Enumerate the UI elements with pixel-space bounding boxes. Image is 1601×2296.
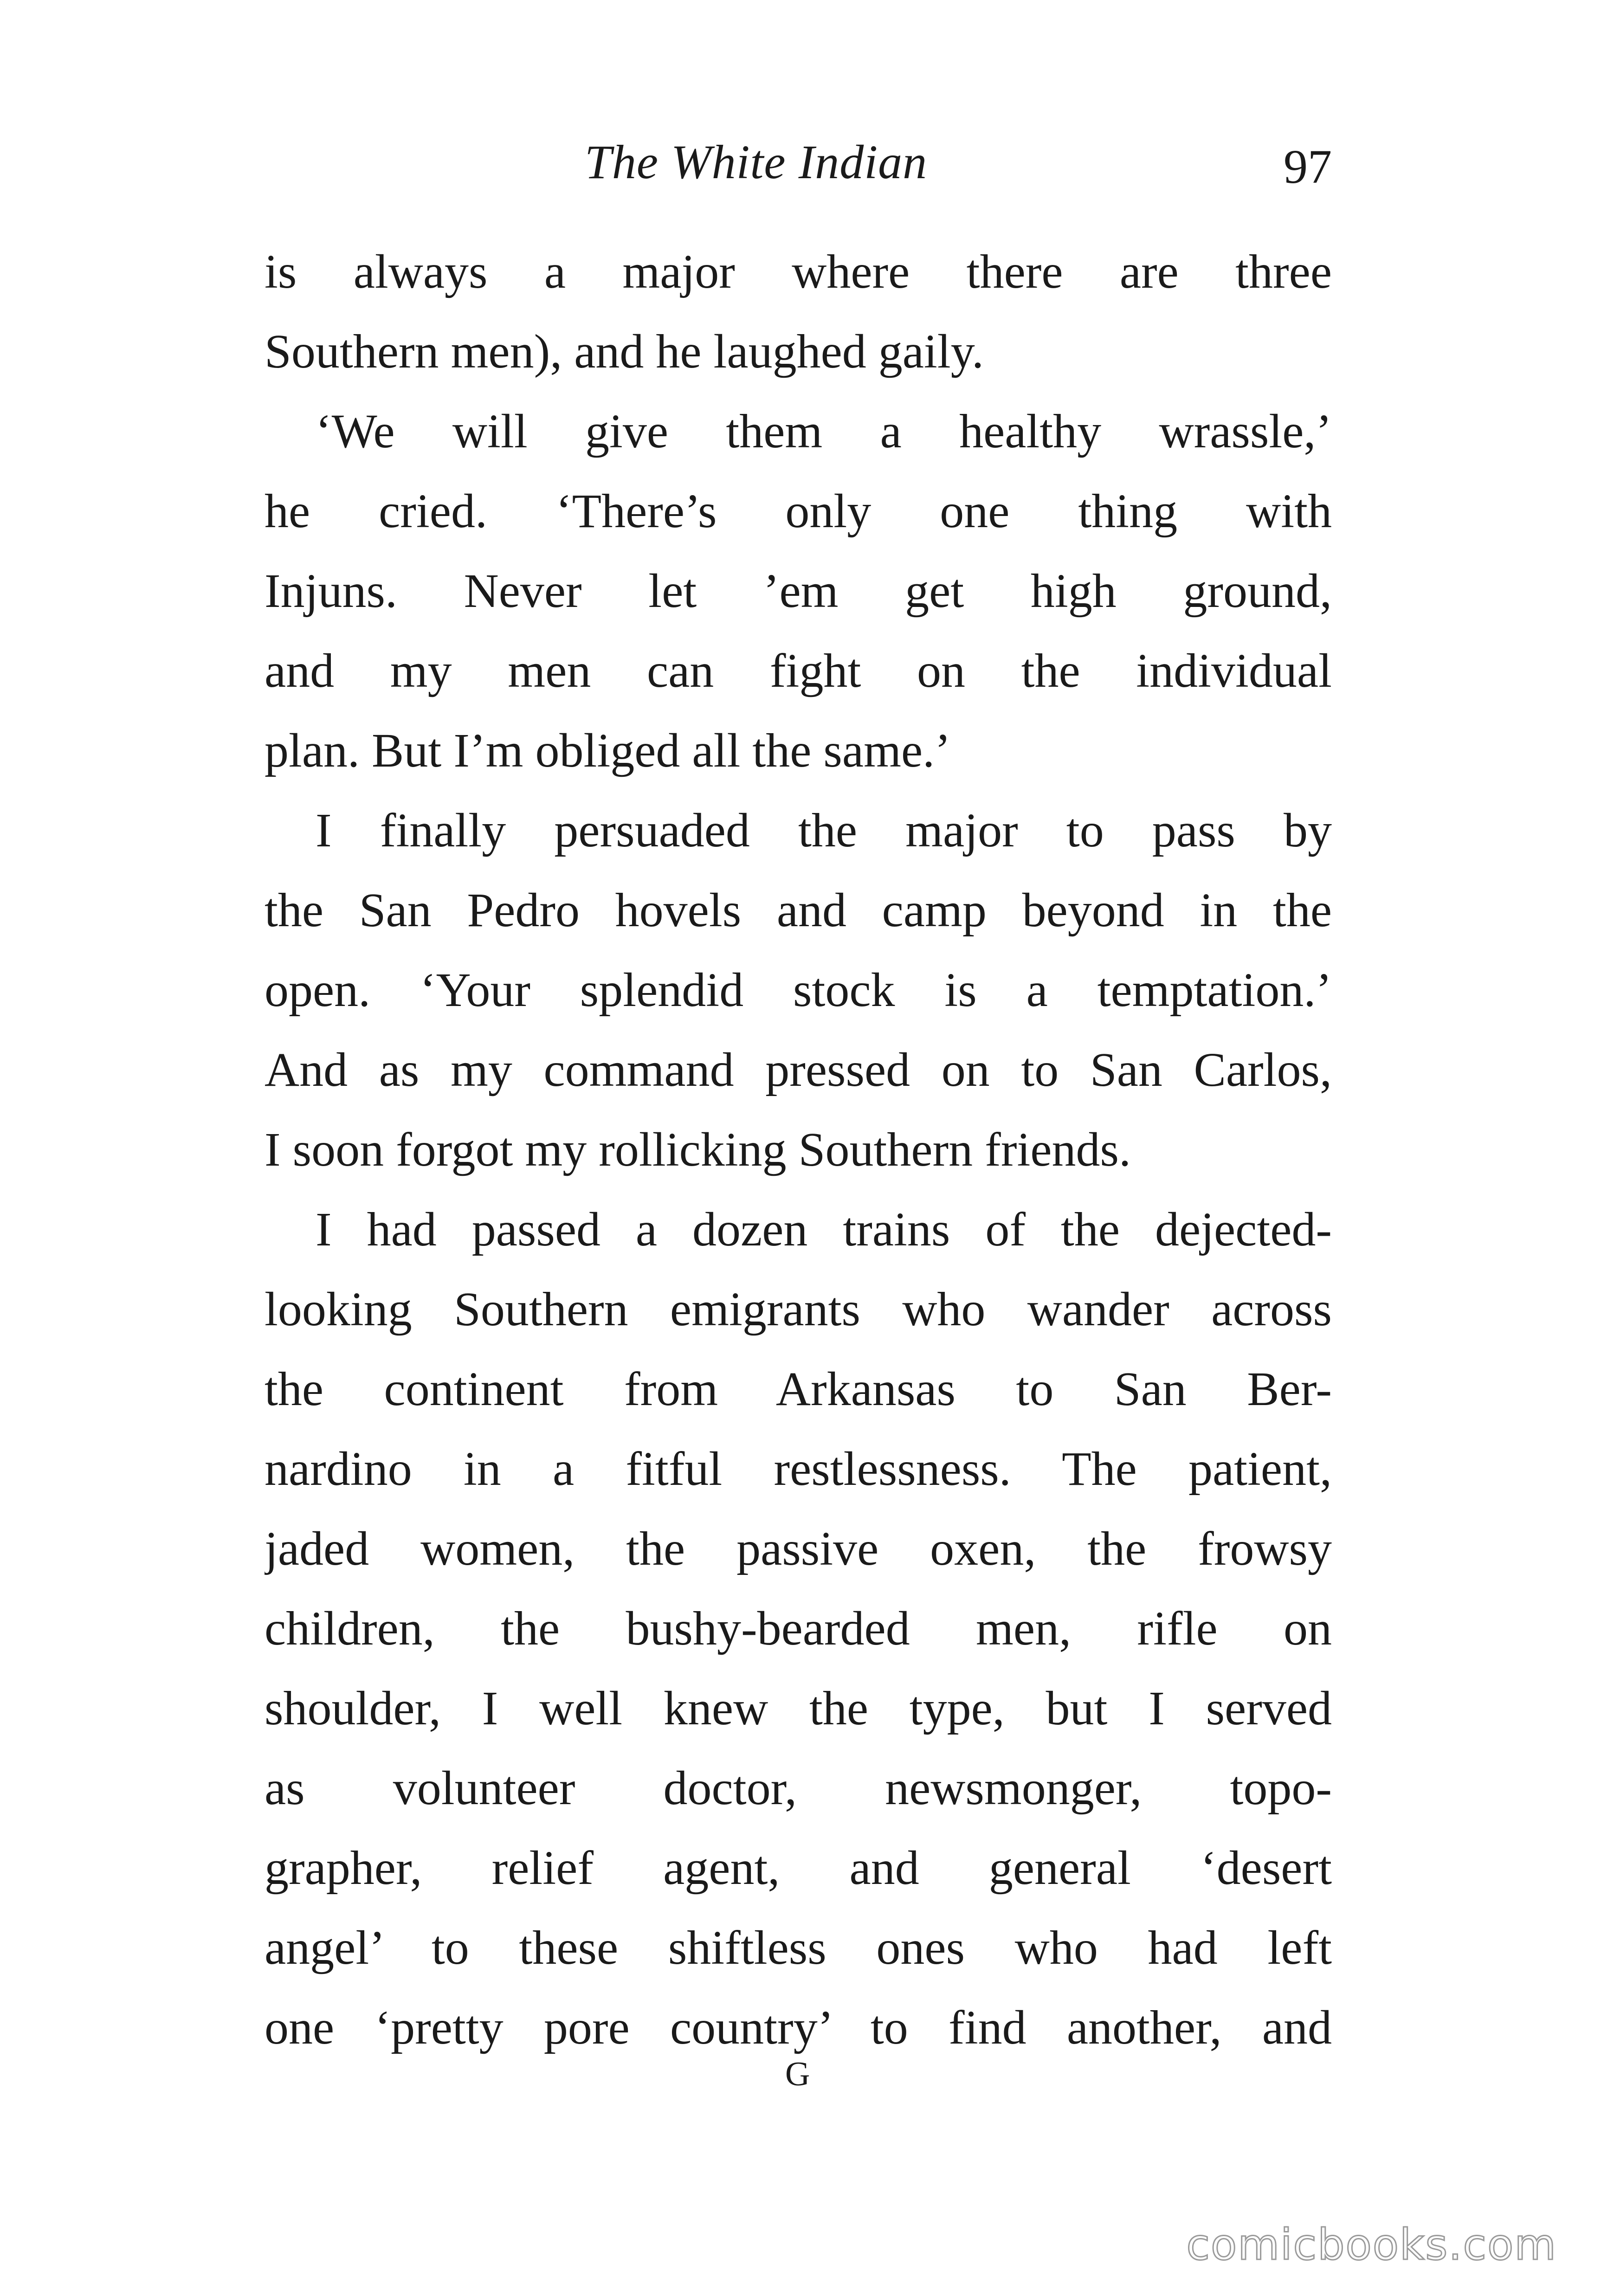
text-line: Injuns. Never let ’em get high ground,: [265, 564, 1332, 618]
text-line: nardino in a fitful restlessness. The patient,: [265, 1442, 1332, 1496]
text-line: plan. But I’m obliged all the same.’: [265, 724, 951, 777]
text-line: open. ‘Your splendid stock is a temptation.’: [265, 963, 1332, 1017]
watermark-logo: comicbooks.com: [1186, 2220, 1557, 2270]
page-number: 97: [1284, 140, 1332, 193]
running-title: The White Indian: [585, 135, 928, 189]
text-line: I had passed a dozen trains of the dejected-: [316, 1203, 1332, 1256]
text-line: Southern men), and he laughed gaily.: [265, 325, 984, 378]
text-line: looking Southern emigrants who wander across: [265, 1283, 1332, 1336]
text-line: one ‘pretty pore country’ to find another, and: [265, 2001, 1332, 2054]
body-text: [265, 232, 1332, 2068]
text-line: And as my command pressed on to San Carlos,: [265, 1043, 1332, 1096]
text-line: as volunteer doctor, newsmonger, topo-: [265, 1761, 1332, 1815]
text-line: grapher, relief agent, and general ‘desert: [265, 1841, 1332, 1895]
text-line: angel’ to these shiftless ones who had left: [265, 1921, 1332, 1974]
text-line: he cried. ‘There’s only one thing with: [265, 484, 1332, 538]
text-line: I soon forgot my rollicking Southern friends.: [265, 1123, 1131, 1176]
text-line: and my men can fight on the individual: [265, 644, 1332, 697]
text-line: the San Pedro hovels and camp beyond in the: [265, 884, 1332, 937]
text-line: shoulder, I well knew the type, but I served: [265, 1682, 1332, 1735]
text-line: ‘We will give them a healthy wrassle,’: [316, 405, 1332, 458]
signature-mark: G: [785, 2055, 810, 2093]
text-line: is always a major where there are three: [265, 245, 1332, 298]
text-line: the continent from Arkansas to San Ber-: [265, 1362, 1332, 1416]
text-line: children, the bushy-bearded men, rifle on: [265, 1602, 1332, 1655]
text-line: jaded women, the passive oxen, the frowsy: [265, 1522, 1332, 1575]
running-head: [265, 128, 1332, 197]
text-line: I finally persuaded the major to pass by: [316, 804, 1332, 857]
